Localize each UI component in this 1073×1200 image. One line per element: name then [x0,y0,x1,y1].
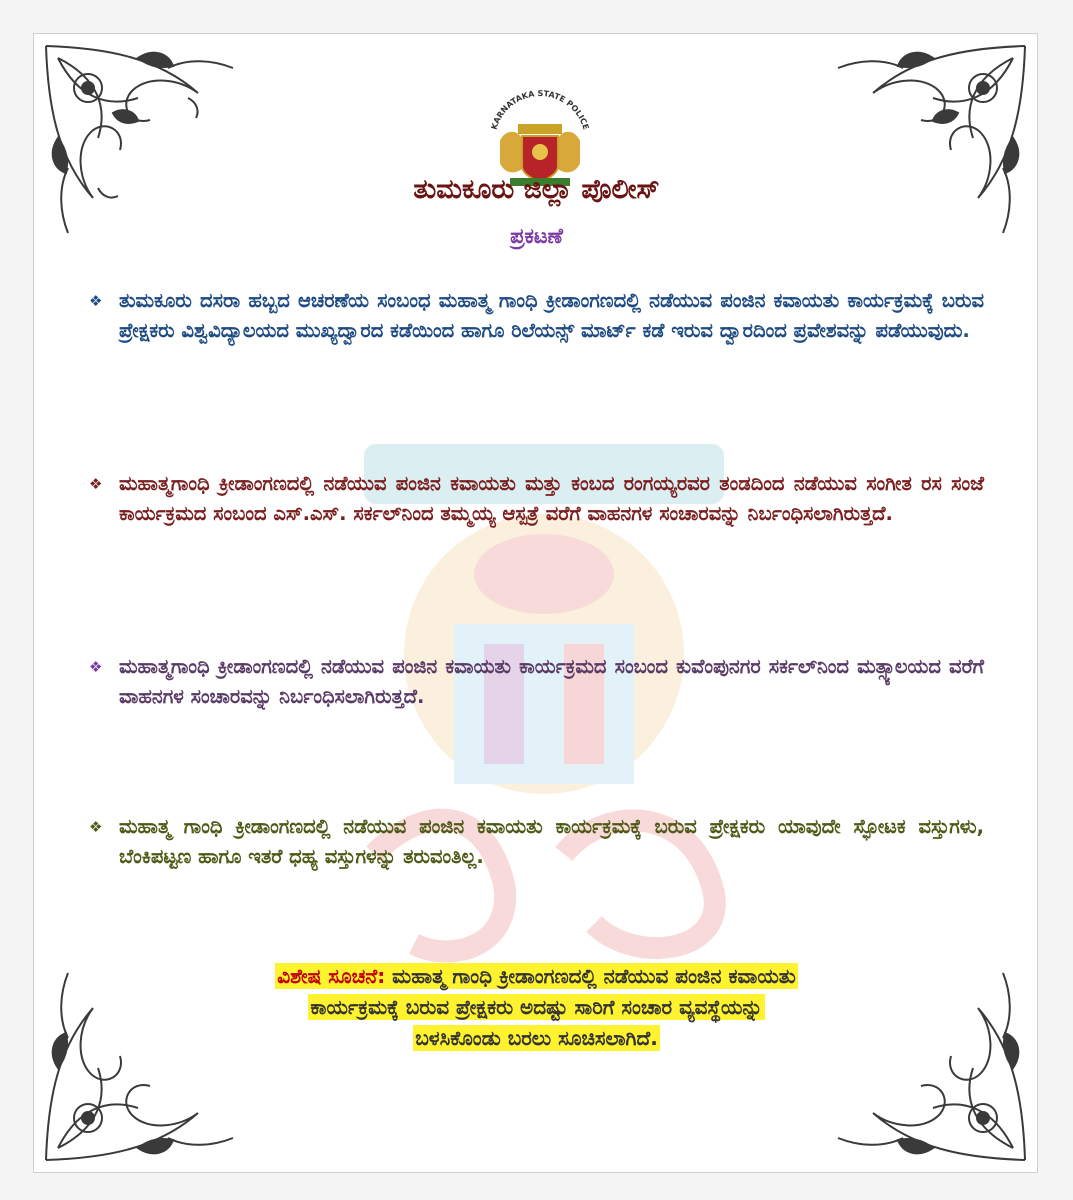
notice-item-text: ಮಹಾತ್ಮ ಗಾಂಧಿ ಕ್ರೀಡಾಂಗಣದಲ್ಲಿ ನಡೆಯುವ ಪಂಜಿನ ಕವಾಯತು ಕಾರ್ಯಕ್ರಮಕ್ಕೆ ಬರುವ ಪ್ರೇಕ್ಷಕರು ಯಾವುದೇ ಸ್ಫೋಟಕ ವಸ್ತುಗಳು, ಬೆಂಕಿಪಟ್ಟಣ ಹಾಗೂ ಇತರೆ ಧಹ್ಯ ವಸ್ತುಗಳನ್ನು ತರುವಂತಿಲ್ಲ. [119,815,984,868]
corner-ornament-top-right [823,38,1033,248]
special-notice-label: ವಿಶೇಷ ಸೂಚನೆ: [277,964,386,988]
special-notice-text-1: ಮಹಾತ್ಮ ಗಾಂಧಿ ಕ್ರೀಡಾಂಗಣದಲ್ಲಿ ನಡೆಯುವ ಪಂಜಿನ ಕವಾಯತು [392,964,796,988]
emblem-arc-text: KARNATAKA STATE POLICE [489,88,591,131]
special-notice-line-3: ಬಳಸಿಕೊಂಡು ಬರಲು ಸೂಚಿಸಲಾಗಿದೆ. [415,1026,658,1050]
notice-item-4 [89,812,984,872]
notice-item-text: ಮಹಾತ್ಮಗಾಂಧಿ ಕ್ರೀಡಾಂಗಣದಲ್ಲಿ ನಡೆಯುವ ಪಂಜಿನ ಕವಾಯತು ಮತ್ತು ಕಂಬದ ರಂಗಯ್ಯರವರ ತಂಡದಿಂದ ನಡೆಯುವ ಸಂಗೀತ ರಸ ಸಂಜೆ ಕಾರ್ಯಕ್ರಮದ ಸಂಬಂದ ಎಸ್.ಎಸ್. ಸರ್ಕಲ್‌ನಿಂದ ತಮ್ಮಯ್ಯ ಆಸ್ಪತ್ರೆ ವರೆಗೆ ವಾಹನಗಳ ಸಂಚಾರವನ್ನು ನಿರ್ಬಂಧಿಸಲಾಗಿರುತ್ತದೆ. [119,472,984,525]
special-notice [54,961,1019,1054]
page-subtitle: ಪ್ರಕಟಣೆ [510,224,563,248]
diamond-bullet-icon: ❖ [89,818,103,836]
notice-item-text: ತುಮಕೂರು ದಸರಾ ಹಬ್ಬದ ಆಚರಣೆಯ ಸಂಬಂಧ ಮಹಾತ್ಮ ಗಾಂಧಿ ಕ್ರೀಡಾಂಗಣದಲ್ಲಿ ನಡೆಯುವ ಪಂಜಿನ ಕವಾಯತು ಕಾರ್ಯಕ್ರಮಕ್ಕೆ ಬರುವ ಪ್ರೇಕ್ಷಕರು ವಿಶ್ವವಿದ್ಯಾಲಯದ ಮುಖ್ಯದ್ವಾರದ ಕಡೆಯಿಂದ ಹಾಗೂ ರಿಲೆಯನ್ಸ್ ಮಾರ್ಟ್ ಕಡೆ ಇರುವ ದ್ವಾರದಿಂದ ಪ್ರವೇಶವನ್ನು ಪಡೆಯುವುದು. [119,289,984,342]
diamond-bullet-icon: ❖ [89,475,103,493]
notice-item-3 [89,652,984,712]
diamond-bullet-icon: ❖ [89,658,103,676]
notice-item-text: ಮಹಾತ್ಮಗಾಂಧಿ ಕ್ರೀಡಾಂಗಣದಲ್ಲಿ ನಡೆಯುವ ಪಂಜಿನ ಕವಾಯತು ಕಾರ್ಯಕ್ರಮದ ಸಂಬಂದ ಕುವೆಂಪುನಗರ ಸರ್ಕಲ್‌ನಿಂದ ಮತ್ಸ್ಯಾಲಯದ ವರೆಗೆ ವಾಹನಗಳ ಸಂಚಾರವನ್ನು ನಿರ್ಬಂಧಿಸಲಾಗಿರುತ್ತದೆ. [119,655,984,708]
page-title: ತುಮಕೂರು ಜಿಲ್ಲಾ ಪೊಲೀಸ್ [413,174,660,205]
notice-page [33,33,1038,1173]
notice-item-2 [89,469,984,529]
corner-ornament-top-left [38,38,248,248]
special-notice-line-2: ಕಾರ್ಯಕ್ರಮಕ್ಕೆ ಬರುವ ಪ್ರೇಕ್ಷಕರು ಅದಷ್ಟು ಸಾರಿಗೆ ಸಂಚಾರ ವ್ಯವಸ್ಥೆಯನ್ನು [310,995,763,1019]
special-notice-line-1 [275,963,797,989]
diamond-bullet-icon: ❖ [89,292,103,310]
notice-item-1 [89,286,984,346]
